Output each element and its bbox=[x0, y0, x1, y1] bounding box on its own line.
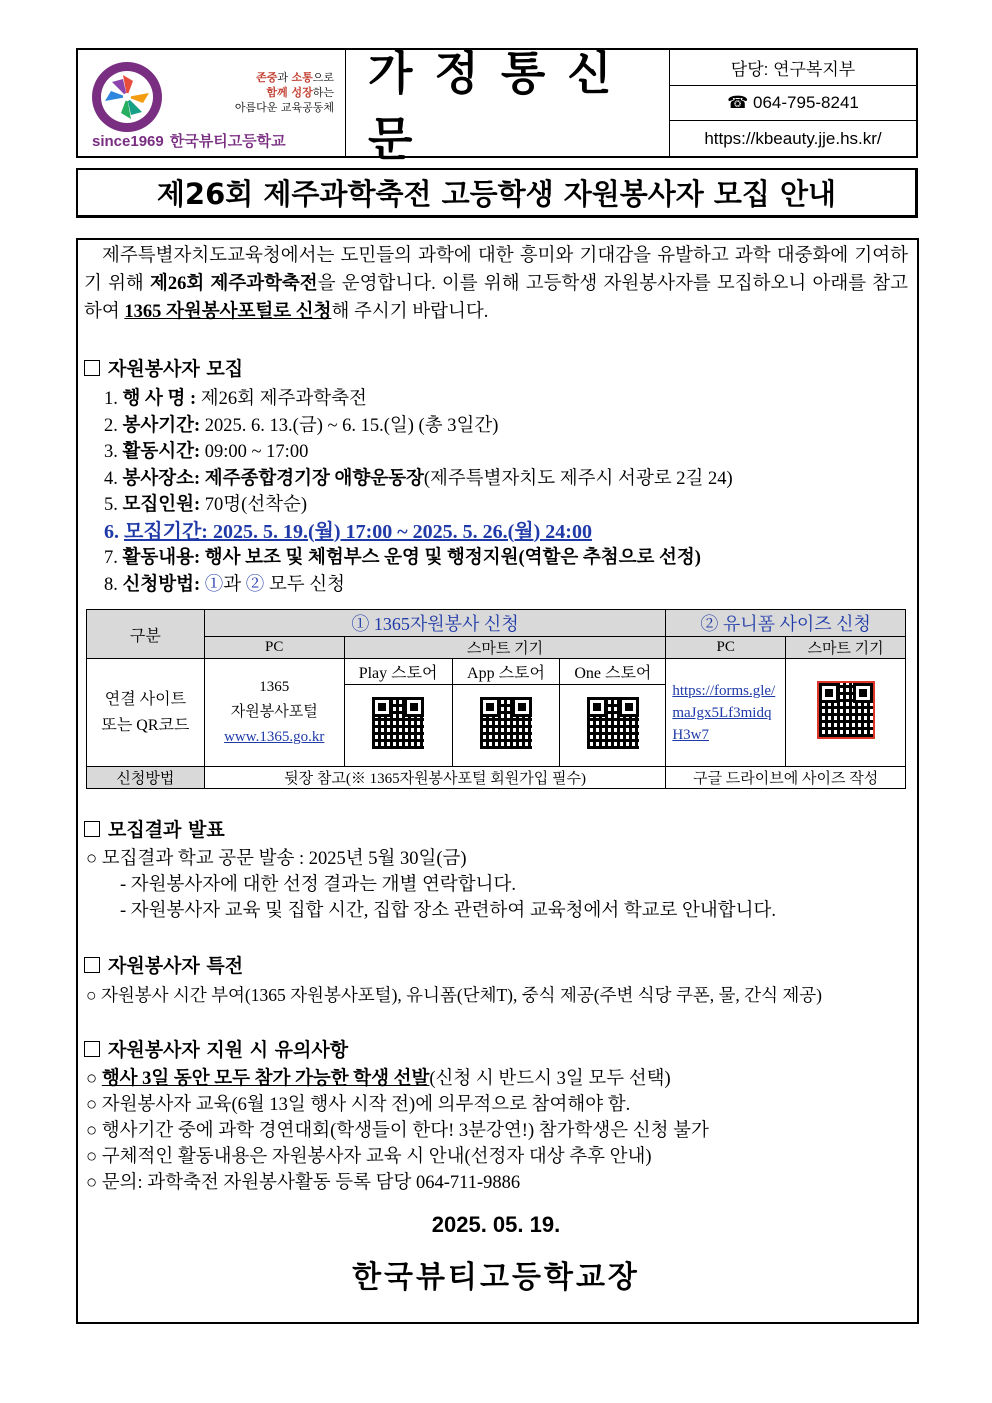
list-item bbox=[104, 545, 733, 572]
item-num: 7. bbox=[104, 548, 118, 568]
section-heading bbox=[84, 951, 243, 978]
method-cell: 뒷장 참고(※ 1365자원봉사포털 회원가입 필수) bbox=[204, 767, 666, 789]
item-label: 봉사장소: bbox=[122, 468, 201, 489]
item-label: 모집인원: bbox=[122, 495, 201, 515]
table-subheader: PC bbox=[204, 637, 344, 659]
department: 담당: 연구복지부 bbox=[730, 59, 856, 79]
table-header-category: 구분 bbox=[87, 610, 205, 659]
intro-text: 제주특별자치도교육청에서는 도민들의 과학에 대한 흥미와 기대감을 유발하고 과학 대중화에 기여하기 위해 bbox=[84, 246, 908, 294]
item-num: 4. bbox=[104, 468, 118, 489]
checkbox-icon bbox=[84, 821, 100, 837]
item-value: 2025. 5. 19.(월) 17:00 ~ 2025. 5. 26.(월) 24:00 bbox=[207, 520, 592, 543]
list-item-highlight bbox=[104, 519, 733, 546]
doc-type-title: 가정통신문 bbox=[346, 50, 670, 156]
table-row-label: 신청방법 bbox=[87, 767, 205, 789]
item-label: 모집기간: bbox=[124, 520, 208, 543]
portal-link[interactable]: www.1365.go.kr bbox=[224, 729, 325, 745]
section-title: 모집결과 발표 bbox=[108, 819, 225, 841]
store-label: App 스토어 bbox=[452, 659, 560, 685]
school-logo-area bbox=[78, 50, 346, 156]
item-value: 2025. 6. 13.(금) ~ 6. 15.(일) (총 3일간) bbox=[200, 415, 499, 436]
section-heading bbox=[84, 815, 225, 842]
item-label: 봉사기간: bbox=[122, 415, 201, 436]
notice-title: 제26회 제주과학축전 고등학생 자원봉사자 모집 안내 bbox=[76, 168, 918, 218]
list-item bbox=[104, 572, 733, 599]
recruit-list bbox=[104, 386, 733, 598]
results-line: ○ 모집결과 학교 공문 발송 : 2025년 5월 30일(금) bbox=[86, 849, 467, 869]
issue-date: 2025. 05. 19. bbox=[431, 1212, 561, 1237]
section-heading bbox=[84, 1035, 348, 1062]
item-value: (제주특별자치도 제주시 서광로 2길 24) bbox=[423, 468, 733, 489]
item-value: ② bbox=[245, 574, 265, 595]
intro-text: 해 주시기 바랍니다. bbox=[331, 302, 489, 322]
notes-line bbox=[86, 1066, 709, 1092]
table-header-group1: ① 1365자원봉사 신청 bbox=[204, 610, 666, 637]
school-emblem-icon bbox=[90, 60, 164, 134]
table-header-group2: ② 유니폼 사이즈 신청 bbox=[666, 610, 906, 637]
slogan-word: 하는 bbox=[312, 86, 334, 99]
item-num: 3. bbox=[104, 442, 118, 462]
slogan-word: 과 bbox=[277, 71, 292, 84]
bullet: ○ bbox=[86, 1069, 102, 1089]
item-label: 행 사 명 : bbox=[122, 389, 197, 409]
notes-rest: (신청 시 반드시 3일 모두 선택) bbox=[429, 1069, 671, 1089]
row-label-line: 연결 사이트 bbox=[104, 690, 187, 708]
qr-cell bbox=[452, 685, 560, 767]
qr-cell bbox=[560, 685, 666, 767]
school-name: 한국뷰티고등학교 bbox=[169, 133, 286, 150]
portal-text: 1365 bbox=[259, 679, 290, 695]
qr-code-icon[interactable] bbox=[372, 697, 424, 749]
checkbox-icon bbox=[84, 360, 100, 376]
item-label: 활동시간: bbox=[122, 442, 201, 462]
section-title: 자원봉사자 모집 bbox=[108, 358, 244, 380]
slogan-word: 존중 bbox=[256, 71, 278, 84]
portal-text: 자원봉사포털 bbox=[230, 704, 318, 720]
slogan-word: 으로 bbox=[312, 71, 334, 84]
item-label: 신청방법: bbox=[122, 574, 201, 595]
application-table bbox=[86, 609, 906, 789]
item-value: ① bbox=[200, 574, 224, 595]
notes-text bbox=[86, 1066, 709, 1196]
list-item bbox=[104, 439, 733, 466]
notes-bold: 행사 3일 동안 모두 참가 가능한 학생 선발 bbox=[101, 1069, 430, 1089]
list-item bbox=[104, 492, 733, 519]
intro-bold: 제26회 제주과학축전 bbox=[150, 274, 318, 294]
qr-cell bbox=[344, 685, 452, 767]
store-label: One 스토어 bbox=[560, 659, 666, 685]
item-num: 8. bbox=[104, 574, 118, 595]
school-since bbox=[92, 130, 286, 151]
checkbox-icon bbox=[84, 1041, 100, 1057]
section-title: 자원봉사자 특전 bbox=[108, 955, 244, 977]
item-num: 1. bbox=[104, 389, 118, 409]
qr-code-icon[interactable] bbox=[587, 697, 639, 749]
method-cell: 구글 드라이브에 사이즈 작성 bbox=[666, 767, 906, 789]
benefits-line: ○ 자원봉사 시간 부여(1365 자원봉사포털), 유니폼(단체T), 중식 제공(주변 식당 쿠폰, 물, 간식 제공) bbox=[86, 985, 822, 1005]
row-label-line: 또는 QR코드 bbox=[101, 716, 190, 734]
school-slogan bbox=[210, 70, 334, 115]
item-value: 과 bbox=[223, 574, 246, 595]
item-value: 행사 보조 및 체험부스 운영 및 행정지원(역할은 추첨으로 선정) bbox=[200, 548, 701, 568]
item-value: 제26회 제주과학축전 bbox=[196, 389, 367, 409]
list-item bbox=[104, 413, 733, 440]
qr-cell bbox=[786, 659, 906, 767]
letterhead bbox=[76, 46, 918, 166]
item-value: 모두 신청 bbox=[264, 574, 346, 595]
notes-line: ○ 자원봉사자 교육(6월 13일 행사 시작 전)에 의무적으로 참여해야 함. bbox=[86, 1095, 631, 1115]
item-value-bold: 제주종합경기장 애향운동장 bbox=[200, 468, 424, 489]
store-label: Play 스토어 bbox=[344, 659, 452, 685]
qr-code-icon[interactable] bbox=[480, 697, 532, 749]
item-value: 09:00 ~ 17:00 bbox=[200, 442, 309, 462]
table-subheader: 스마트 기기 bbox=[786, 637, 906, 659]
notes-line: ○ 행사기간 중에 과학 경연대회(학생들이 한다! 3분강연!) 참가학생은 신청 불가 bbox=[86, 1121, 709, 1141]
slogan-word: 성장 bbox=[291, 86, 313, 99]
section-heading bbox=[84, 354, 243, 381]
checkbox-icon bbox=[84, 957, 100, 973]
results-line: - 자원봉사자에 대한 선정 결과는 개별 연락합니다. bbox=[120, 875, 516, 895]
item-num: 5. bbox=[104, 495, 118, 515]
results-text bbox=[86, 846, 776, 924]
portal-cell bbox=[204, 659, 344, 767]
benefits-text bbox=[86, 982, 822, 1008]
list-item bbox=[104, 386, 733, 413]
slogan-word: 소통 bbox=[291, 71, 313, 84]
notes-line: ○ 구체적인 활동내용은 자원봉사자 교육 시 안내(선정자 대상 추후 안내) bbox=[86, 1147, 652, 1167]
form-link[interactable]: https://forms.gle/maJgx5Lf3midqH3w7 bbox=[672, 682, 776, 743]
intro-paragraph bbox=[84, 242, 908, 326]
slogan-line: 아름다운 교육공동체 bbox=[234, 101, 334, 114]
table-subheader: PC bbox=[666, 637, 786, 659]
item-label: 활동내용: bbox=[122, 548, 201, 568]
school-url[interactable]: https://kbeauty.jje.hs.kr/ bbox=[670, 120, 916, 156]
contact-info bbox=[670, 50, 916, 156]
table-subheader: 스마트 기기 bbox=[344, 637, 666, 659]
list-item bbox=[104, 466, 733, 493]
form-link-cell bbox=[666, 659, 786, 767]
principal-signature: 한국뷰티고등학교장 bbox=[352, 1260, 640, 1295]
item-num: 6. bbox=[104, 520, 119, 543]
item-value: 70명(선착순) bbox=[200, 495, 308, 515]
results-line: - 자원봉사자 교육 및 집합 시간, 집합 장소 관련하여 교육청에서 학교로 안내합니다. bbox=[120, 901, 777, 921]
intro-text: 을 운영합니다. 이를 위해 고등학생 자원봉사자를 모집하오니 아래를 참고하여 bbox=[84, 274, 909, 322]
item-num: 2. bbox=[104, 415, 118, 436]
intro-underline: 1365 자원봉사포털로 신청 bbox=[124, 302, 332, 322]
since-year: since1969 bbox=[92, 133, 164, 150]
table-row-label bbox=[87, 659, 205, 767]
section-title: 자원봉사자 지원 시 유의사항 bbox=[108, 1039, 349, 1061]
phone-number: ☎ 064-795-8241 bbox=[670, 85, 916, 121]
slogan-word: 함께 bbox=[266, 86, 292, 99]
qr-code-icon[interactable] bbox=[817, 681, 875, 739]
notes-line: ○ 문의: 과학축전 자원봉사활동 등록 담당 064-711-9886 bbox=[86, 1173, 521, 1193]
